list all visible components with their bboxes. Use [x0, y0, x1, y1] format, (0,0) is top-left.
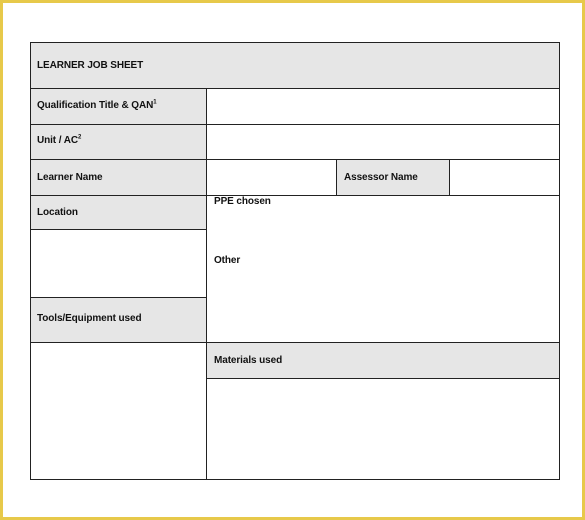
- materials-field[interactable]: [208, 379, 559, 479]
- assessor-name-field[interactable]: [450, 160, 559, 195]
- qualification-label: Qualification Title & QAN$^1$: [37, 99, 157, 111]
- ppe-label: PPE chosen: [214, 196, 271, 207]
- tools-label: Tools/Equipment used: [37, 313, 142, 324]
- grid-line: [31, 195, 559, 196]
- materials-label: Materials used: [214, 355, 283, 366]
- footnote-marker: 1: [153, 99, 157, 106]
- ppe-field[interactable]: [208, 209, 559, 251]
- location-field[interactable]: [31, 230, 206, 297]
- unit-field[interactable]: [208, 125, 559, 159]
- qualification-field[interactable]: [208, 89, 559, 124]
- form-title: LEARNER JOB SHEET: [37, 60, 144, 71]
- grid-line: [206, 89, 207, 479]
- learner-job-sheet-form: [30, 42, 560, 480]
- learner-name-field[interactable]: [208, 160, 336, 195]
- learner-name-label: Learner Name: [37, 172, 103, 183]
- other-field[interactable]: [208, 269, 559, 342]
- location-label: Location: [37, 207, 78, 218]
- footnote-marker: 2: [77, 134, 82, 141]
- tools-field[interactable]: [31, 343, 206, 479]
- grid-line: [336, 160, 337, 196]
- assessor-name-label: Assessor Name: [344, 172, 418, 183]
- grid-line: [31, 297, 207, 298]
- other-label: Other: [214, 255, 241, 266]
- unit-label: Unit / $AC^2$: [37, 134, 82, 146]
